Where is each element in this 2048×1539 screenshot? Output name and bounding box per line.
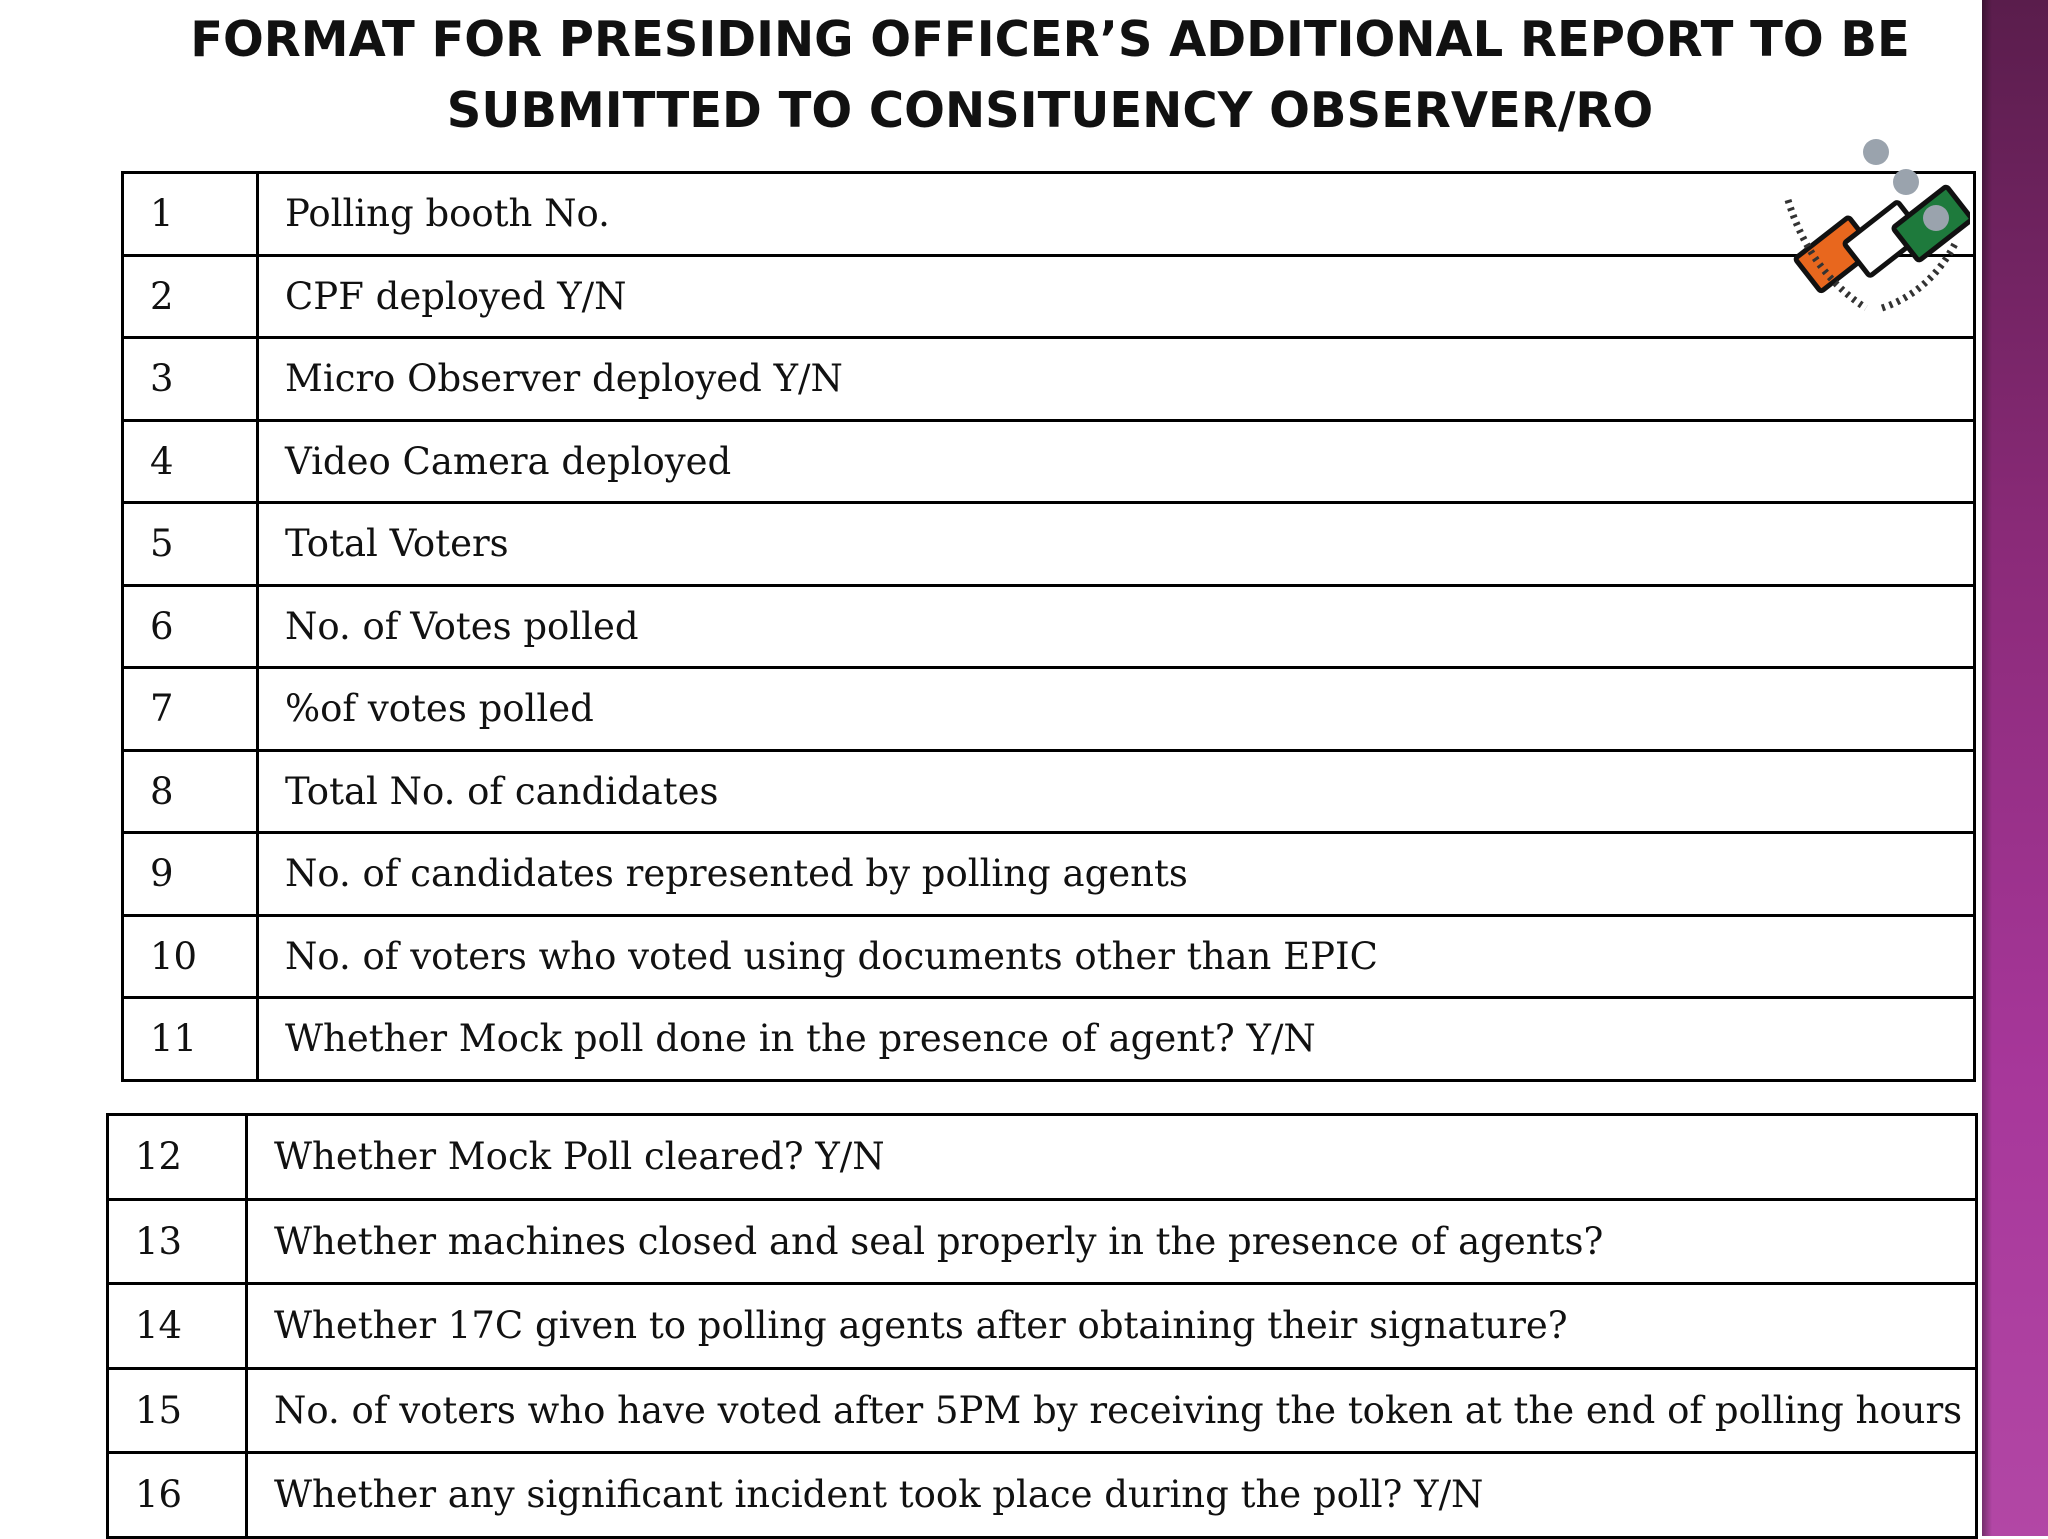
row-number: 4 xyxy=(123,420,258,503)
row-number: 13 xyxy=(108,1199,247,1284)
row-label: Total Voters xyxy=(258,503,1975,586)
table-row xyxy=(108,1284,1977,1369)
table-row xyxy=(123,998,1975,1081)
row-number: 15 xyxy=(108,1368,247,1453)
table-row xyxy=(123,668,1975,751)
row-label: Video Camera deployed xyxy=(258,420,1975,503)
election-commission-logo-icon xyxy=(1770,132,1970,317)
row-label: Whether machines closed and seal properly in the presence of agents? xyxy=(247,1199,1977,1284)
title-line-1: FORMAT FOR PRESIDING OFFICER’S ADDITIONAL REPORT TO BE xyxy=(190,11,1910,68)
table-row xyxy=(123,503,1975,586)
row-number: 5 xyxy=(123,503,258,586)
row-label: Total No. of candidates xyxy=(258,750,1975,833)
row-label: Whether Mock poll done in the presence of agent? Y/N xyxy=(258,998,1975,1081)
table-row xyxy=(108,1368,1977,1453)
row-number: 7 xyxy=(123,668,258,751)
row-label: Polling booth No. xyxy=(258,173,1975,256)
row-number: 10 xyxy=(123,915,258,998)
row-number: 3 xyxy=(123,338,258,421)
table-row xyxy=(108,1453,1977,1538)
row-number: 1 xyxy=(123,173,258,256)
row-label: Whether 17C given to polling agents after obtaining their signature? xyxy=(247,1284,1977,1369)
table-row xyxy=(123,338,1975,421)
row-number: 2 xyxy=(123,255,258,338)
decorative-side-band xyxy=(1982,0,2048,1536)
row-number: 11 xyxy=(123,998,258,1081)
table-row xyxy=(123,915,1975,998)
table-row xyxy=(108,1199,1977,1284)
row-label: Micro Observer deployed Y/N xyxy=(258,338,1975,421)
row-label: No. of voters who voted using documents other than EPIC xyxy=(258,915,1975,998)
row-label: Whether Mock Poll cleared? Y/N xyxy=(247,1115,1977,1200)
table-row xyxy=(123,173,1975,256)
row-number: 16 xyxy=(108,1453,247,1538)
row-label: No. of candidates represented by polling agents xyxy=(258,833,1975,916)
table-row xyxy=(108,1115,1977,1200)
row-label: No. of voters who have voted after 5PM by receiving the token at the end of polling hours xyxy=(247,1368,1977,1453)
table-row xyxy=(123,255,1975,338)
table-row xyxy=(123,750,1975,833)
row-number: 9 xyxy=(123,833,258,916)
row-label: %of votes polled xyxy=(258,668,1975,751)
row-number: 8 xyxy=(123,750,258,833)
logo-ballot-marks xyxy=(1788,139,1970,317)
table-row xyxy=(123,833,1975,916)
row-number: 6 xyxy=(123,585,258,668)
slide-title xyxy=(21,4,2048,146)
row-number: 14 xyxy=(108,1284,247,1369)
table-row xyxy=(123,420,1975,503)
report-table-part-1 xyxy=(121,171,1976,1082)
table-row xyxy=(123,585,1975,668)
row-label: Whether any significant incident took place during the poll? Y/N xyxy=(247,1453,1977,1538)
report-table-part-2 xyxy=(106,1113,1978,1539)
row-label: No. of Votes polled xyxy=(258,585,1975,668)
title-line-2: SUBMITTED TO CONSITUENCY OBSERVER/RO xyxy=(446,82,1654,139)
row-label: CPF deployed Y/N xyxy=(258,255,1975,338)
row-number: 12 xyxy=(108,1115,247,1200)
